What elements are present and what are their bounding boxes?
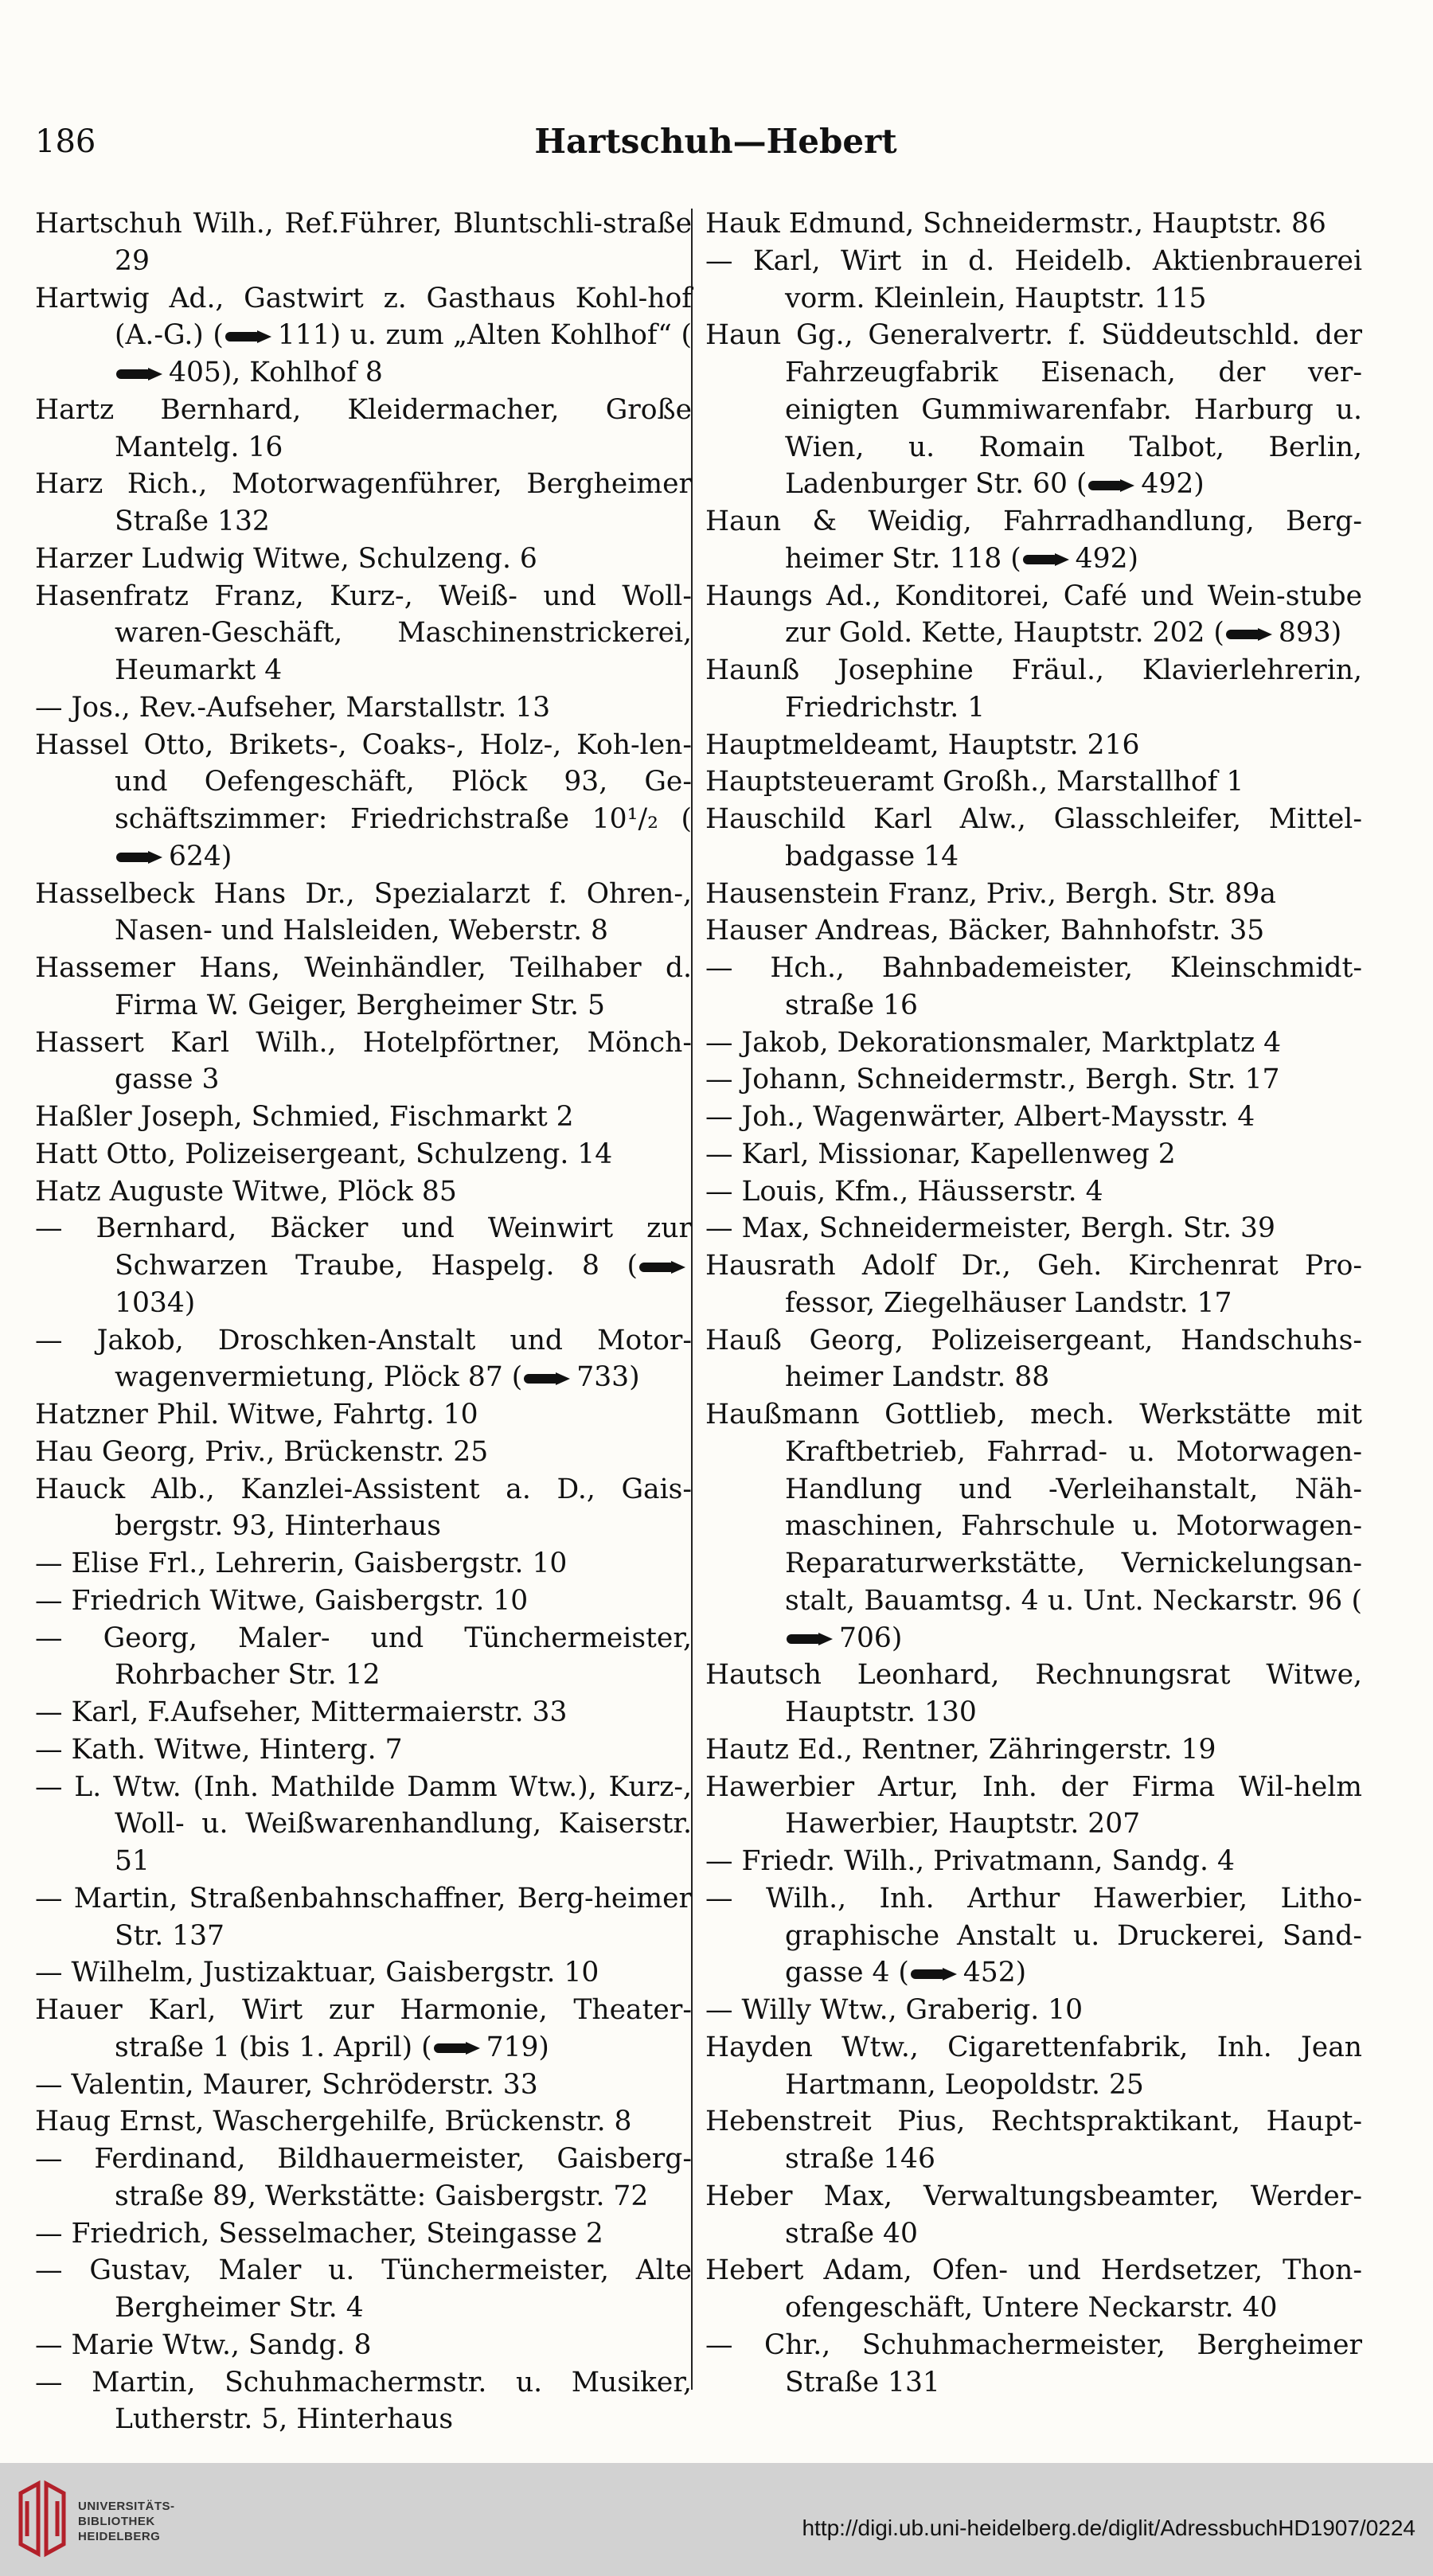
directory-entry [35,876,692,950]
directory-entry [705,2103,1362,2178]
entry-text: — Friedrich Witwe, Gaisbergstr. 10 [35,1584,529,1617]
directory-entry [705,503,1362,578]
entry-text: Hassel Otto, Brikets-, Coaks-, Holz-, Koh-len- und Oefengeschäft, Plöck 93, Ge-schäftszimmer: Friedrichstraße 10¹/₂ ( [35,728,692,835]
directory-entry [35,2141,692,2215]
entry-text: Haunß Josephine Fräul., Klavierlehrerin, Friedrichstr. 1 [705,654,1362,724]
entry-text: — Gustav, Maler u. Tünchermeister, Alte Bergheimer Str. 4 [35,2254,692,2324]
directory-entry [705,1731,1362,1769]
source-url[interactable]: http://digi.ub.uni-heidelberg.de/diglit/AdressbuchHD1907/0224 [802,2516,1415,2540]
directory-entry [705,1061,1362,1099]
directory-entry [35,1434,692,1471]
directory-entry [35,1396,692,1434]
directory-entry [35,392,692,466]
directory-entry [35,2103,692,2141]
directory-entry [705,1880,1362,1992]
directory-entry [35,1992,692,2067]
entry-text: Hayden Wtw., Cigarettenfabrik, Inh. Jean Hartmann, Leopoldstr. 25 [705,2031,1362,2101]
entry-text: Hau Georg, Priv., Brückenstr. 25 [35,1435,489,1468]
directory-entry [35,950,692,1025]
directory-entry [705,243,1362,318]
entry-text: Haug Ernst, Waschergehilfe, Brückenstr. 8 [35,2106,632,2138]
directory-entry [705,1210,1362,1247]
entry-text: — Karl, Missionar, Kapellenweg 2 [705,1138,1176,1170]
entry-text: 111) u. zum „Alten Kohlhof“ ( [277,319,692,352]
entry-text: Hartschuh Wilh., Ref.Führer, Bluntschli-straße 29 [35,208,692,277]
entry-text: 1034) [115,1286,196,1319]
entry-text: Haußmann Gottlieb, mech. Werkstätte mit Kraftbetrieb, Fahrrad- u. Motorwagen-Handlung und -Verleihanstalt, Näh-maschinen, Fahrschule u. Motorwagen-Reparaturwerkstätte, Vernickelungsan-stalt, Bauamtsg. 4 u. Unt. Neckarstr. 96 ( [705,1399,1362,1617]
directory-entry [705,317,1362,503]
directory-entry [35,2067,692,2104]
directory-entry [705,763,1362,801]
directory-entry [35,1099,692,1136]
entry-text: Hartwig Ad., Gastwirt z. Gasthaus Kohl-hof (A.-G.) ( [35,282,692,352]
entry-text: 452) [962,1957,1027,1989]
directory-entry [35,1545,692,1583]
directory-entry [705,1025,1362,1062]
directory-entry [705,801,1362,876]
entry-text: Hautz Ed., Rentner, Zähringerstr. 19 [705,1733,1216,1766]
directory-entry [35,1322,692,1397]
entry-text: — Martin, Straßenbahnschaffner, Berg-heimer Str. 137 [35,1882,692,1952]
entry-text: — Jakob, Dekorationsmaler, Marktplatz 4 [705,1026,1282,1059]
directory-entry [35,2252,692,2327]
entry-text: — L. Wtw. (Inh. Mathilde Damm Wtw.), Kurz-, Woll- u. Weißwarenhandlung, Kaiserstr. 51 [35,1770,692,1877]
directory-entry [35,1731,692,1769]
entry-text: Hausenstein Franz, Priv., Bergh. Str. 89a [705,877,1276,910]
entry-text: Hartz Bernhard, Kleidermacher, Große Mantelg. 16 [35,393,692,463]
entry-text: Hauck Alb., Kanzlei-Assistent a. D., Gais-bergstr. 93, Hinterhaus [35,1473,692,1543]
entry-text: — Wilhelm, Justizaktuar, Gaisbergstr. 10 [35,1957,599,1989]
entry-text: Hauptsteueramt Großh., Marstallhof 1 [705,766,1244,798]
directory-entry [35,541,692,578]
entry-text: — Georg, Maler- und Tünchermeister, Rohrbacher Str. 12 [35,1622,692,1692]
entry-text: — Karl, Wirt in d. Heidelb. Aktienbrauerei vorm. Kleinlein, Hauptstr. 115 [705,244,1362,314]
entry-text: Hebenstreit Pius, Rechtspraktikant, Haupt-straße 146 [705,2106,1362,2175]
page-header [35,119,1396,167]
entry-text: Hebert Adam, Ofen- und Herdsetzer, Thon-ofengeschäft, Untere Neckarstr. 40 [705,2254,1362,2324]
directory-entry [35,2364,692,2439]
left-column [35,205,692,2438]
entry-text: — Karl, F.Aufseher, Mittermaierstr. 33 [35,1696,568,1728]
entry-text: 624) [169,840,232,872]
entry-text: Haungs Ad., Konditorei, Café und Wein-stube zur Gold. Kette, Hauptstr. 202 ( [705,580,1362,650]
entry-text: 492) [1075,542,1138,575]
entry-text: — Bernhard, Bäcker und Weinwirt zur Schwarzen Traube, Haspelg. 8 ( [35,1212,692,1282]
directory-entry [705,1657,1362,1731]
directory-entry [35,1769,692,1880]
directory-entry [705,912,1362,950]
entry-text: Hasselbeck Hans Dr., Spezialarzt f. Ohren-, Nasen- und Halsleiden, Weberstr. 8 [35,877,692,947]
directory-entry [35,466,692,541]
entry-text: — Wilh., Inh. Arthur Hawerbier, Litho-graphische Anstalt u. Druckerei, Sand-gasse 4 ( [705,1882,1362,1989]
entry-text: 405), Kohlhof 8 [169,357,383,388]
directory-entry [705,2252,1362,2327]
telephone-hand-icon [225,330,273,343]
directory-entry [35,2215,692,2253]
directory-entry [35,280,692,392]
entry-text: — Joh., Wagenwärter, Albert-Maysstr. 4 [705,1101,1255,1133]
directory-entry [705,1843,1362,1880]
entry-text: Hauß Georg, Polizeisergeant, Handschuhs-heimer Landstr. 88 [705,1324,1362,1394]
entry-text: — Martin, Schuhmachermstr. u. Musiker, Lutherstr. 5, Hinterhaus [35,2366,692,2436]
entry-text: Hassemer Hans, Weinhändler, Teilhaber d. Firma W. Geiger, Bergheimer Str. 5 [35,952,692,1021]
telephone-hand-icon [1088,479,1136,492]
directory-entry [35,727,692,876]
directory-entry [35,1583,692,1620]
directory-entry [705,950,1362,1025]
directory-entry [35,1954,692,1992]
entry-text: — Hch., Bahnbademeister, Kleinschmidt-straße 16 [705,952,1362,1021]
telephone-hand-icon [116,851,164,864]
telephone-hand-icon [434,2042,482,2055]
telephone-hand-icon [524,1372,572,1385]
directory-entry [35,2327,692,2364]
entry-text: — Friedrich, Sesselmacher, Steingasse 2 [35,2217,603,2250]
directory-entry [705,2029,1362,2104]
entry-text: — Willy Wtw., Graberig. 10 [705,1994,1084,2026]
entry-text: — Chr., Schuhmachermeister, Bergheimer Straße 131 [705,2328,1362,2398]
entry-text: Hassert Karl Wilh., Hotelpförtner, Mönch-gasse 3 [35,1026,692,1096]
entry-text: Hauk Edmund, Schneidermstr., Hauptstr. 86 [705,208,1326,240]
entry-text: Hauser Andreas, Bäcker, Bahnhofstr. 35 [705,915,1265,947]
right-column [705,205,1362,2401]
entry-text: — Jos., Rev.-Aufseher, Marstallstr. 13 [35,691,551,724]
entry-text: — Max, Schneidermeister, Bergh. Str. 39 [705,1212,1275,1245]
directory-entry [705,1322,1362,1397]
entry-text: — Kath. Witwe, Hinterg. 7 [35,1733,403,1766]
entry-text: Hatz Auguste Witwe, Plöck 85 [35,1175,457,1208]
page-number: 186 [35,123,96,160]
directory-entry [705,652,1362,727]
directory-entry [35,1136,692,1173]
telephone-hand-icon [911,1968,959,1981]
directory-entry [705,1247,1362,1322]
telephone-hand-icon [1226,628,1274,641]
directory-entry [35,1210,692,1321]
directory-entry [35,1471,692,1546]
entry-text: — Johann, Schneidermstr., Bergh. Str. 17 [705,1064,1280,1096]
entry-text: Hausrath Adolf Dr., Geh. Kirchenrat Pro-fessor, Ziegelhäuser Landstr. 17 [705,1250,1362,1319]
directory-entry [35,578,692,689]
entry-text: Haun Gg., Generalvertr. f. Süddeutschld. der Fahrzeugfabrik Eisenach, der ver-einigten Gummiwarenfabr. Harburg u. Wien, u. Romain Talbot, Berlin, Ladenburger Str. 60 ( [705,319,1362,501]
directory-entry [705,1173,1362,1211]
directory-entry [705,2327,1362,2402]
telephone-hand-icon [639,1261,687,1274]
university-library-logo-icon [14,2477,70,2562]
entry-text: Harz Rich., Motorwagenführer, Bergheimer Straße 132 [35,468,692,537]
entry-text: 706) [839,1622,903,1654]
directory-entry [35,689,692,727]
directory-entry [705,2178,1362,2253]
entry-text: Heber Max, Verwaltungsbeamter, Werder-straße 40 [705,2180,1362,2250]
entry-text: 492) [1141,468,1205,501]
directory-entry [705,1769,1362,1844]
entry-text: Hasenfratz Franz, Kurz-, Weiß- und Woll-waren-Geschäft, Maschinenstrickerei, Heumarkt 4 [35,580,692,686]
entry-text: — Elise Frl., Lehrerin, Gaisbergstr. 10 [35,1548,568,1579]
entry-text: Haun & Weidig, Fahrradhandlung, Berg-heimer Str. 118 ( [705,505,1362,575]
entry-text: Hatt Otto, Polizeisergeant, Schulzeng. 14 [35,1138,613,1170]
entry-text: Hawerbier Artur, Inh. der Firma Wil-helm Hawerbier, Hauptstr. 207 [705,1770,1362,1840]
directory-entry [35,1880,692,1955]
telephone-hand-icon [787,1633,834,1645]
library-name-line: UNIVERSITÄTS- [78,2500,175,2513]
entry-text: Hauer Karl, Wirt zur Harmonie, Theater-straße 1 (bis 1. April) ( [35,1994,692,2063]
entry-text: 893) [1278,617,1342,650]
telephone-hand-icon [116,368,164,381]
entry-text: Hauschild Karl Alw., Glasschleifer, Mittel-badgasse 14 [705,803,1362,872]
entry-text: — Valentin, Maurer, Schröderstr. 33 [35,2068,538,2101]
library-name [78,2499,175,2544]
entry-text: Hatzner Phil. Witwe, Fahrtg. 10 [35,1399,478,1430]
directory-entry [35,205,692,280]
directory-entry [705,1099,1362,1136]
footer-bar [0,2463,1433,2576]
library-name-line: HEIDELBERG [78,2530,161,2543]
entry-text: — Jakob, Droschken-Anstalt und Motor-wagenvermietung, Plöck 87 ( [35,1324,692,1394]
running-title: Hartschuh—Hebert [534,122,897,161]
directory-entry [705,876,1362,913]
directory-entry [35,1694,692,1731]
entry-text: Hautsch Leonhard, Rechnungsrat Witwe, Hauptstr. 130 [705,1659,1362,1728]
entry-text: Haßler Joseph, Schmied, Fischmarkt 2 [35,1101,574,1133]
directory-entry [705,1136,1362,1173]
entry-text: — Ferdinand, Bildhauermeister, Gaisberg-straße 89, Werkstätte: Gaisbergstr. 72 [35,2143,692,2212]
entry-text: — Marie Wtw., Sandg. 8 [35,2328,372,2361]
directory-entry [35,1173,692,1211]
entry-text: — Louis, Kfm., Häusserstr. 4 [705,1175,1103,1208]
directory-entry [705,578,1362,653]
directory-entry [35,1025,692,1099]
telephone-hand-icon [1023,553,1071,566]
library-name-line: BIBLIOTHEK [78,2515,155,2528]
entry-text: — Friedr. Wilh., Privatmann, Sandg. 4 [705,1845,1235,1877]
entry-text: Harzer Ludwig Witwe, Schulzeng. 6 [35,542,537,575]
entry-text: Hauptmeldeamt, Hauptstr. 216 [705,728,1140,761]
entry-text: 719) [486,2031,549,2063]
directory-entry [705,1396,1362,1657]
entry-text: 733) [576,1361,640,1394]
directory-entry [705,727,1362,764]
directory-entry [705,205,1362,243]
directory-entry [35,1620,692,1695]
directory-entry [705,1992,1362,2029]
